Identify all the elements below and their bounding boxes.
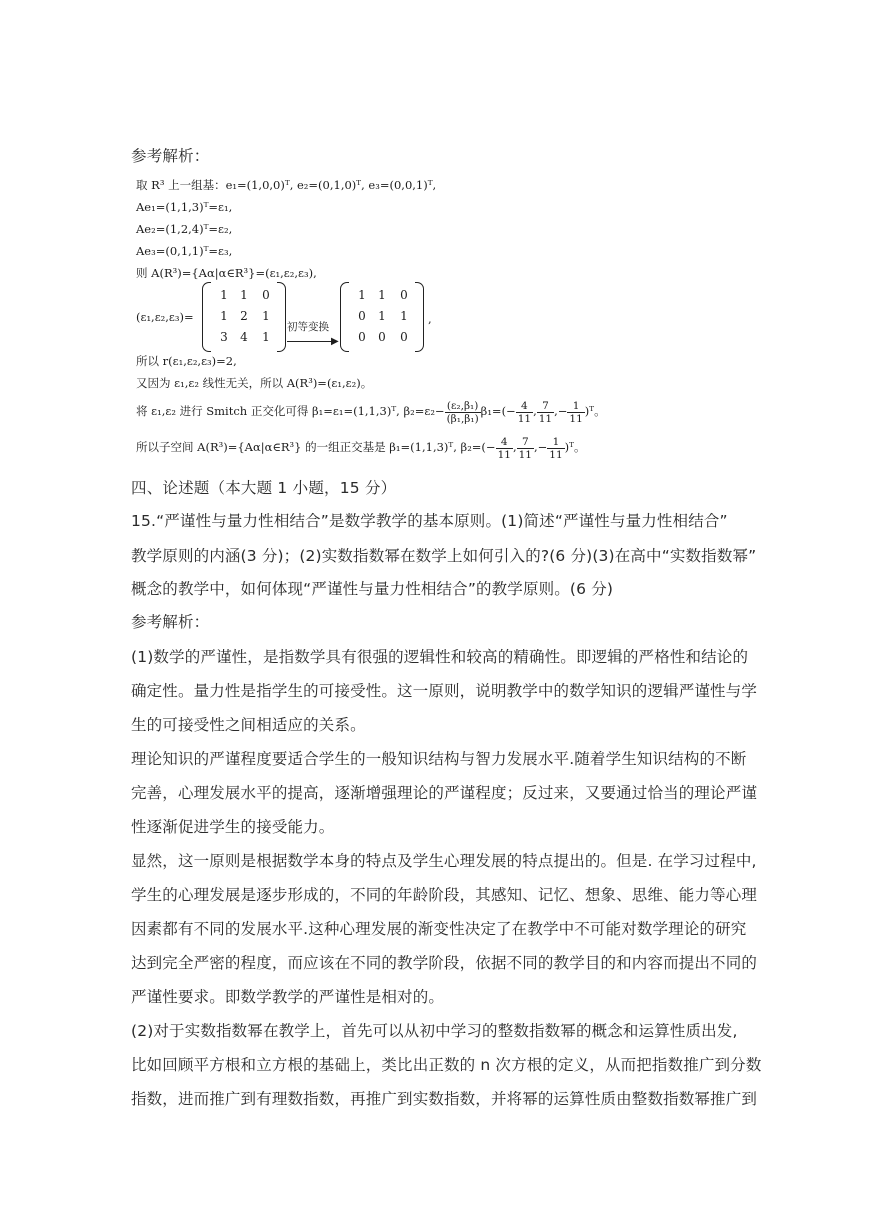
matrix-cell: 1	[262, 309, 270, 323]
gram-schmidt-text: 将 ε₁,ε₂ 进行 Smitch 正交化可得 β₁=ε₁=(1,1,3)ᵀ, β₂=ε₂−	[136, 404, 445, 418]
matrix-cell: 0	[358, 330, 366, 344]
matrix-cell: 1	[378, 309, 386, 323]
answer-line: 因素都有不同的发展水平.这种心理发展的渐变性决定了在教学中不可能对数学理论的研究	[131, 920, 747, 938]
math-line-basis: 取 R³ 上一组基：e₁=(1,0,0)ᵀ, e₂=(0,1,0)ᵀ, e₃=(0,0,1)ᵀ,	[136, 178, 437, 192]
arrow-right-icon: ▶	[331, 336, 339, 347]
matrix-cell: 0	[400, 330, 408, 344]
matrix-cell: 0	[378, 330, 386, 344]
math-solution-block	[136, 176, 636, 466]
math-line-ae1: Ae₁=(1,1,3)ᵀ=ε₁,	[136, 200, 233, 214]
projection-fraction: $\frac{\text{(ε₂,β₁)}}{\text{(β₁,β₁)}}$	[446, 399, 479, 425]
matrix-cell: 1	[220, 288, 228, 302]
matrix-cell: 1	[378, 288, 386, 302]
matrix-cell: 1	[358, 288, 366, 302]
fraction: $\frac{4}{11}$	[517, 399, 532, 425]
math-line-orthogonal-basis: 所以子空间 A(R³)={Aα|α∈R³} 的一组正交基是 β₁=(1,1,3)ᵀ, β₂=(− $\frac{4}{11}$ , $\frac{7}{11}$ ,− $\frac{1}{11}$ )ᵀ。	[136, 435, 586, 461]
matrix-cell: 1	[220, 309, 228, 323]
math-line-image: 则 A(R³)={Aα|α∈R³}=(ε₁,ε₂,ε₃),	[136, 266, 317, 280]
answer-line: 指数，进而推广到有理数指数，再推广到实数指数，并将幂的运算性质由整数指数幂推广到	[131, 1090, 758, 1108]
matrix-cell: 3	[220, 330, 228, 344]
question-line: 概念的教学中，如何体现“严谨性与量力性相结合”的教学原则。(6 分)	[131, 580, 614, 598]
matrix-lhs: (ε₁,ε₂,ε₃)=	[136, 310, 194, 324]
matrix-cell: 2	[240, 309, 248, 323]
answer-line: 学生的心理发展是逐步形成的，不同的年龄阶段，其感知、记忆、想象、思维、能力等心理	[131, 886, 758, 904]
matrix-cell: 1	[262, 330, 270, 344]
answer-line: (2)对于实数指数幂在教学上，首先可以从初中学习的整数指数幂的概念和运算性质出发,	[131, 1022, 738, 1040]
answer-line: (1)数学的严谨性，是指数学具有很强的逻辑性和较高的精确性。即逻辑的严格性和结论的	[131, 648, 749, 666]
answer-line: 比如回顾平方根和立方根的基础上，类比出正数的 n 次方根的定义，从而把指数推广到分数	[131, 1056, 762, 1074]
matrix-comma: ,	[428, 312, 432, 326]
question-line: 教学原则的内涵(3 分)；(2)实数指数幂在数学上如何引入的?(6 分)(3)在高中“实数指数幂”	[131, 547, 757, 565]
row-reduction-label: 初等变换	[287, 321, 329, 333]
math-line-rank: 所以 r(ε₁,ε₂,ε₃)=2,	[136, 354, 237, 368]
matrix-cell: 4	[240, 330, 248, 344]
math-line-gram-schmidt: 将 ε₁,ε₂ 进行 Smitch 正交化可得 β₁=ε₁=(1,1,3)ᵀ, β₂=ε₂− $\frac{\text{(ε₂,β₁)}}{\text{(β₁,β₁)}}$ β₁=(− $\frac{4}{11}$ , $\frac{7}{11}$ ,− $\frac{1}{11}$ )ᵀ。	[136, 399, 606, 425]
math-line-independent: 又因为 ε₁,ε₂ 线性无关，所以 A(R³)=(ε₁,ε₂)。	[136, 376, 373, 390]
fraction: $\frac{1}{11}$	[569, 399, 583, 425]
answer-line: 生的可接受性之间相适应的关系。	[131, 716, 366, 734]
reference-answer-label: 参考解析：	[131, 147, 210, 165]
row-reduction-arrow	[287, 319, 339, 347]
math-line-ae3: Ae₃=(0,1,1)ᵀ=ε₃,	[136, 244, 233, 258]
question-line: 15.“严谨性与量力性相结合”是数学教学的基本原则。(1)简述“严谨性与量力性相结合”	[131, 512, 728, 530]
matrix-cell: 1	[400, 309, 408, 323]
answer-line: 理论知识的严谨程度要适合学生的一般知识结构与智力发展水平.随着学生知识结构的不断	[131, 750, 747, 768]
matrix-original	[202, 282, 286, 350]
matrix-reduced	[340, 282, 424, 350]
matrix-cell: 0	[262, 288, 270, 302]
answer-line: 达到完全严密的程度，而应该在不同的教学阶段，依据不同的教学目的和内容而提出不同的	[131, 954, 758, 972]
answer-line: 确定性。量力性是指学生的可接受性。这一原则，说明教学中的数学知识的逻辑严谨性与学	[131, 682, 758, 700]
fraction: $\frac{1}{11}$	[549, 435, 563, 461]
answer-line: 完善，心理发展水平的提高，逐渐增强理论的严谨程度；反过来，又要通过恰当的理论严谨	[131, 784, 758, 802]
matrix-cell: 0	[400, 288, 408, 302]
matrix-cell: 0	[358, 309, 366, 323]
beta1-text: β₁=(−	[480, 404, 516, 418]
reference-answer-label: 参考解析：	[131, 613, 210, 631]
section-title: 四、论述题（本大题 1 小题，15 分）	[131, 479, 397, 497]
answer-line: 性逐渐促进学生的接受能力。	[131, 818, 335, 836]
math-line-ae2: Ae₂=(1,2,4)ᵀ=ε₂,	[136, 222, 233, 236]
answer-line: 显然，这一原则是根据数学本身的特点及学生心理发展的特点提出的。但是. 在学习过程中,	[131, 852, 757, 870]
fraction: $\frac{7}{11}$	[518, 435, 532, 461]
orthogonal-basis-text: 所以子空间 A(R³)={Aα|α∈R³} 的一组正交基是 β₁=(1,1,3)ᵀ, β₂=(−	[136, 440, 496, 454]
fraction: $\frac{4}{11}$	[497, 435, 511, 461]
matrix-cell: 1	[240, 288, 248, 302]
answer-line: 严谨性要求。即数学教学的严谨性是相对的。	[131, 988, 445, 1006]
fraction: $\frac{7}{11}$	[538, 399, 553, 425]
